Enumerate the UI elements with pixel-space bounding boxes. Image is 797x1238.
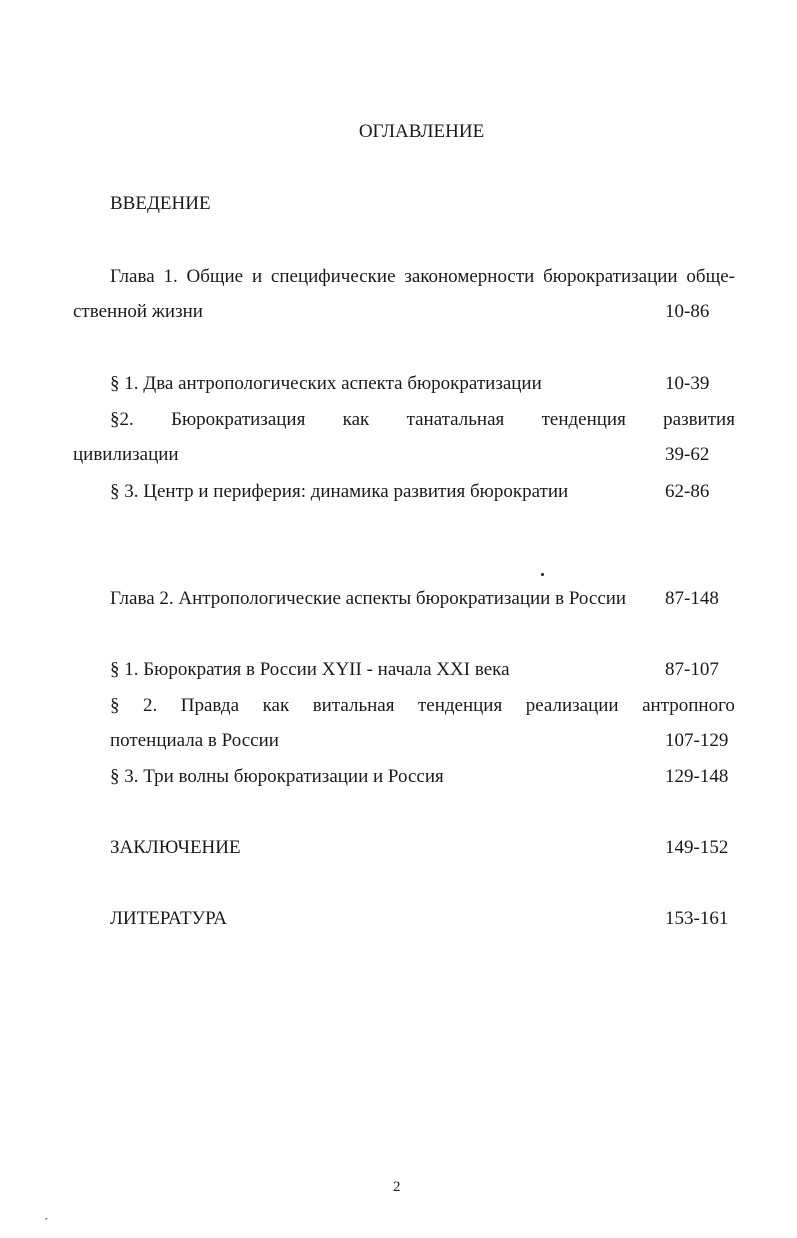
chapter2-title: Глава 2. Антропологические аспекты бюрократизации в России xyxy=(110,588,627,609)
chapter1-pages: 10-86 xyxy=(665,301,710,322)
intro-heading: ВВЕДЕНИЕ xyxy=(110,193,211,214)
section-word: тенденция xyxy=(541,409,626,430)
chapter1-word: обще- xyxy=(686,266,735,287)
stray-dot xyxy=(541,573,544,576)
chapter1-word: Общие xyxy=(186,266,244,287)
chapter1-title-line1 xyxy=(110,265,735,289)
chapter2-section1-pages: 87-107 xyxy=(665,659,719,680)
chapter2-section2-line1 xyxy=(110,694,735,718)
chapter1-section2-line2: цивилизации xyxy=(73,444,179,465)
chapter2-pages: 87-148 xyxy=(665,588,719,609)
chapter2-section3-pages: 129-148 xyxy=(665,766,729,787)
chapter1-word: специфические xyxy=(270,266,396,287)
section-word: танатальная xyxy=(406,409,505,430)
conclusion-pages: 149-152 xyxy=(665,837,729,858)
chapter1-word: 1. xyxy=(163,266,178,287)
section-word: Бюрократизация xyxy=(171,409,306,430)
section-word: реализации xyxy=(525,695,619,716)
literature-pages: 153-161 xyxy=(665,908,729,929)
chapter1-section3: § 3. Центр и периферия: динамика развития бюрократии xyxy=(110,481,569,502)
chapter2-section3: § 3. Три волны бюрократизации и Россия xyxy=(110,766,444,787)
section-word: как xyxy=(262,695,290,716)
section-word: развития xyxy=(663,409,735,430)
chapter2-section2-pages: 107-129 xyxy=(665,730,729,751)
stray-mark: ˊ xyxy=(44,1215,49,1230)
page-title: ОГЛАВЛЕНИЕ xyxy=(358,121,485,142)
chapter1-section1: § 1. Два антропологических аспекта бюрократизации xyxy=(110,373,542,394)
chapter1-word: бюрократизации xyxy=(543,266,678,287)
chapter1-section3-pages: 62-86 xyxy=(665,481,710,502)
section-word: Правда xyxy=(180,695,240,716)
section-word: антропного xyxy=(642,695,735,716)
section-word: 2. xyxy=(143,695,158,716)
chapter1-word: и xyxy=(251,266,263,287)
literature-heading: ЛИТЕРАТУРА xyxy=(110,908,227,929)
chapter1-title-line2: ственной жизни xyxy=(73,301,203,322)
page-number: 2 xyxy=(393,1179,401,1195)
chapter1-word: закономерности xyxy=(404,266,535,287)
section-word: тенденция xyxy=(417,695,503,716)
chapter1-section2-line1 xyxy=(110,408,735,432)
section-word: § xyxy=(110,695,120,716)
chapter1-word: Глава xyxy=(110,266,155,287)
section-word: витальная xyxy=(312,695,395,716)
chapter1-section2-pages: 39-62 xyxy=(665,444,710,465)
chapter2-section1: § 1. Бюрократия в России XYII - начала XXI века xyxy=(110,659,510,680)
chapter2-section2-line2: потенциала в России xyxy=(110,730,279,751)
section-word: как xyxy=(342,409,370,430)
chapter1-section1-pages: 10-39 xyxy=(665,373,710,394)
conclusion-heading: ЗАКЛЮЧЕНИЕ xyxy=(110,837,241,858)
section-word: §2. xyxy=(110,409,134,430)
